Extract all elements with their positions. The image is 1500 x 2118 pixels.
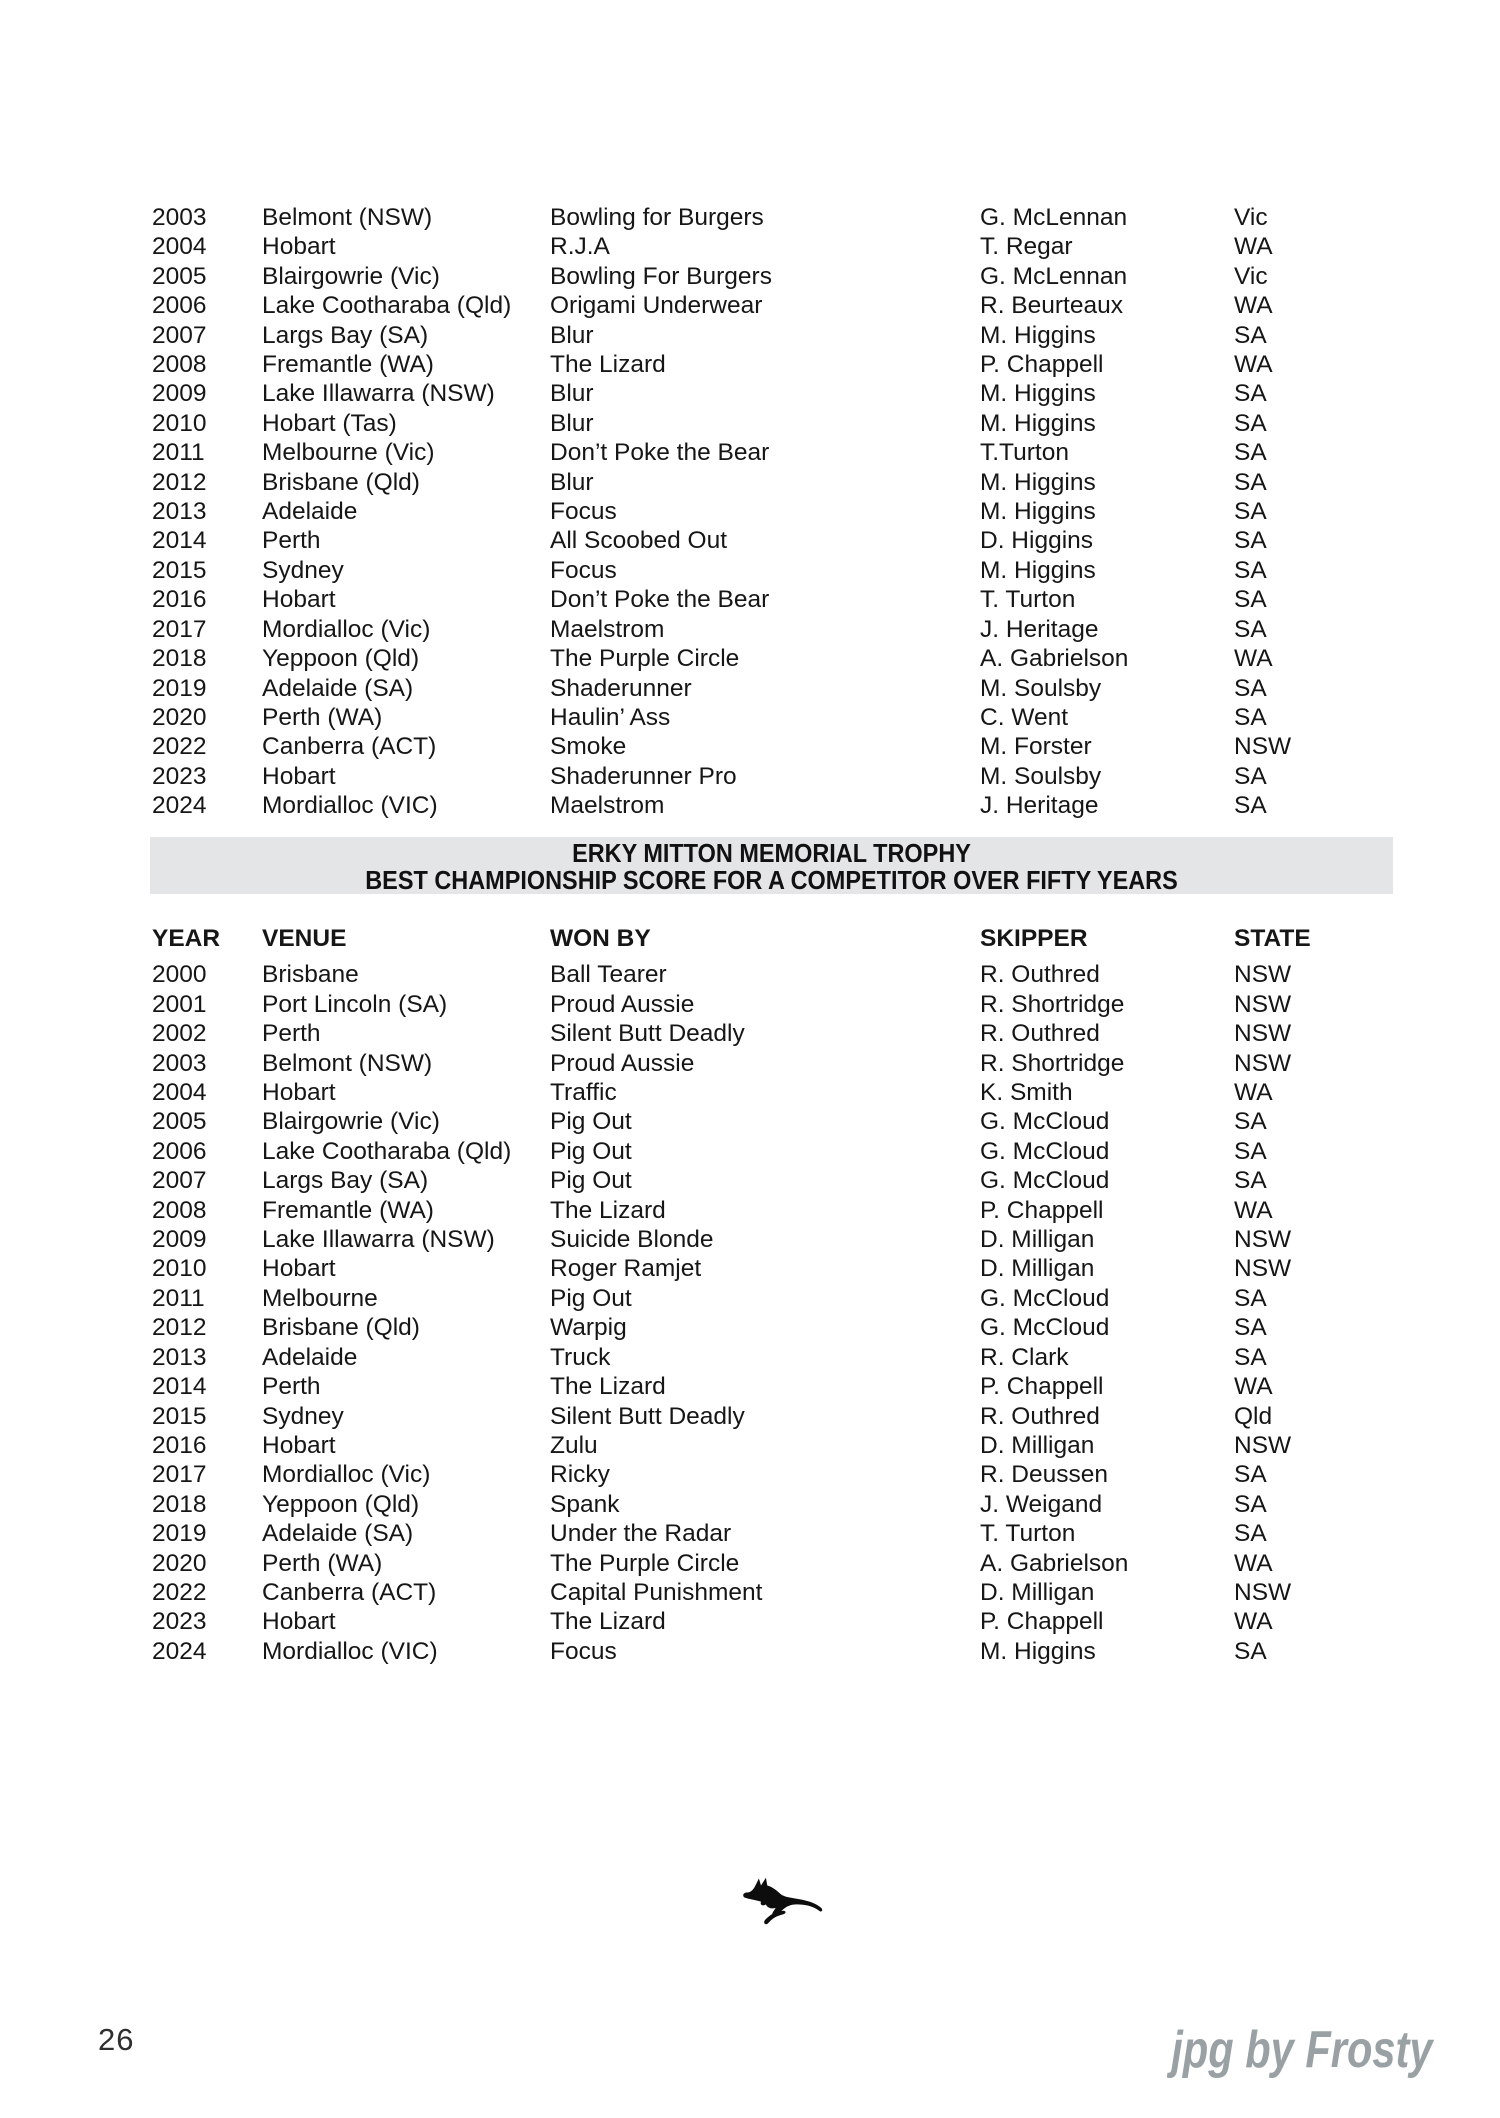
table-row [152,232,1394,261]
won-by-cell: Haulin’ Ass [550,703,671,731]
year-cell: 2011 [152,1284,205,1312]
table-row [152,1607,1394,1636]
state-cell: WA [1234,351,1273,379]
skipper-cell: R. Clark [980,1343,1069,1371]
won-by-cell: Roger Ramjet [550,1255,702,1283]
won-by-cell: Shaderunner Pro [550,762,737,790]
skipper-cell: A. Gabrielson [980,645,1129,673]
venue-cell: Fremantle (WA) [262,351,434,379]
state-cell: SA [1234,527,1267,555]
skipper-cell: G. McCloud [980,1314,1110,1342]
year-cell: 2008 [152,351,207,379]
won-by-cell: The Lizard [550,351,666,379]
skipper-cell: D. Milligan [980,1226,1095,1254]
venue-cell: Lake Cootharaba (Qld) [262,292,512,320]
state-cell: SA [1234,615,1267,643]
venue-cell: Hobart [262,1079,336,1107]
year-cell: 2004 [152,1079,207,1107]
skipper-cell: M. Higgins [980,556,1096,584]
year-cell: 2023 [152,762,207,790]
venue-cell: Brisbane (Qld) [262,1314,420,1342]
table-row [152,990,1394,1019]
year-cell: 2007 [152,1167,207,1195]
won-by-cell: Don’t Poke the Bear [550,439,770,467]
table-row [152,615,1394,644]
year-cell: 2006 [152,1137,207,1165]
state-cell: Vic [1234,262,1268,290]
won-by-cell: Origami Underwear [550,292,763,320]
year-cell: 2010 [152,409,207,437]
skipper-cell: D. Milligan [980,1255,1095,1283]
table-row [152,1578,1394,1607]
skipper-cell: T. Turton [980,586,1076,614]
watermark-text: jpg by Frosty [1170,2021,1432,2079]
venue-cell: Hobart [262,233,336,261]
state-cell: NSW [1234,1049,1292,1077]
state-cell: SA [1234,586,1267,614]
table-row [152,1254,1394,1283]
table-row [152,732,1394,761]
state-cell: NSW [1234,1255,1292,1283]
won-by-cell: The Purple Circle [550,645,740,673]
state-cell: SA [1234,1637,1267,1665]
venue-cell: Largs Bay (SA) [262,1167,429,1195]
won-by-cell: Zulu [550,1431,598,1459]
skipper-cell: M. Higgins [980,468,1096,496]
year-cell: 2009 [152,1226,207,1254]
venue-cell: Mordialloc (VIC) [262,792,438,820]
table-row [152,1166,1394,1195]
year-cell: 2013 [152,1343,207,1371]
venue-cell: Yeppoon (Qld) [262,645,420,673]
year-cell: 2020 [152,703,207,731]
venue-cell: Adelaide [262,1343,358,1371]
year-cell: 2006 [152,292,207,320]
won-by-cell: Shaderunner [550,674,692,702]
table-row [152,1637,1394,1666]
table-row [152,203,1394,232]
won-by-cell: The Purple Circle [550,1549,740,1577]
skipper-cell: M. Soulsby [980,674,1102,702]
won-by-cell: Truck [550,1343,611,1371]
venue-cell: Perth (WA) [262,703,383,731]
state-cell: WA [1234,1196,1273,1224]
table-row [152,1107,1394,1136]
table-row [152,585,1394,614]
skipper-header: SKIPPER [980,925,1088,952]
year-cell: 2011 [152,439,205,467]
venue-cell: Brisbane [262,961,359,989]
skipper-cell: M. Higgins [980,380,1096,408]
state-cell: NSW [1234,1431,1292,1459]
year-cell: 2003 [152,1049,207,1077]
venue-cell: Fremantle (WA) [262,1196,434,1224]
year-cell: 2019 [152,674,207,702]
state-cell: SA [1234,1343,1267,1371]
venue-cell: Hobart [262,1608,336,1636]
venue-cell: Belmont (NSW) [262,204,433,231]
table-row [152,409,1394,438]
venue-cell: Hobart [262,1255,336,1283]
won-by-cell: Blur [550,409,594,437]
year-cell: 2012 [152,468,207,496]
skipper-cell: K. Smith [980,1079,1073,1107]
year-cell: 2017 [152,615,207,643]
state-cell: SA [1234,498,1267,526]
trophy-subtitle: BEST CHAMPIONSHIP SCORE FOR A COMPETITOR OVER FIFTY YEARS [365,866,1178,895]
state-cell: WA [1234,1079,1273,1107]
table-row [152,1313,1394,1342]
venue-header: VENUE [262,925,347,952]
venue-cell: Blairgowrie (Vic) [262,262,440,290]
year-cell: 2018 [152,645,207,673]
year-cell: 2022 [152,1578,207,1606]
year-cell: 2005 [152,262,207,290]
table-row [152,1225,1394,1254]
venue-cell: Melbourne (Vic) [262,439,435,467]
skipper-cell: J. Weigand [980,1490,1103,1518]
state-cell: SA [1234,703,1267,731]
venue-cell: Sydney [262,556,344,584]
won-by-cell: Focus [550,1637,617,1665]
state-cell: Qld [1234,1402,1273,1430]
won-by-cell: All Scoobed Out [550,527,728,555]
venue-cell: Mordialloc (Vic) [262,615,431,643]
skipper-cell: P. Chappell [980,1608,1104,1636]
table-row [152,1284,1394,1313]
state-cell: WA [1234,292,1273,320]
year-cell: 2017 [152,1461,207,1489]
won-by-cell: Focus [550,556,617,584]
skipper-cell: T. Regar [980,233,1073,261]
year-cell: 2012 [152,1314,207,1342]
won-by-cell: Focus [550,498,617,526]
venue-cell: Lake Cootharaba (Qld) [262,1137,512,1165]
venue-cell: Perth [262,527,321,555]
skipper-cell: R. Shortridge [980,1049,1125,1077]
won-by-cell: Ball Tearer [550,961,667,989]
year-cell: 2005 [152,1108,207,1136]
table-row [152,674,1394,703]
venue-cell: Hobart [262,762,336,790]
won-by-cell: The Lizard [550,1608,666,1636]
won-by-cell: Silent Butt Deadly [550,1402,745,1430]
table-row [152,1490,1394,1519]
won-by-cell: Spank [550,1490,620,1518]
table-row [152,291,1394,320]
table-row [152,1402,1394,1431]
table-row [152,497,1394,526]
venue-cell: Adelaide [262,498,358,526]
table-row [152,350,1394,379]
state-cell: WA [1234,645,1273,673]
skipper-cell: R. Shortridge [980,990,1125,1018]
table-row [152,1196,1394,1225]
table-row [152,1431,1394,1460]
championship-results-table [152,203,1394,821]
state-cell: SA [1234,380,1267,408]
table-row [152,791,1394,820]
won-by-cell: Smoke [550,733,627,761]
skipper-cell: J. Heritage [980,792,1099,820]
state-cell: NSW [1234,961,1292,989]
venue-cell: Port Lincoln (SA) [262,990,448,1018]
table-row [152,321,1394,350]
year-cell: 2008 [152,1196,207,1224]
table-row [152,1372,1394,1401]
won-by-cell: Don’t Poke the Bear [550,586,770,614]
state-cell: WA [1234,1373,1273,1401]
table-row [152,1019,1394,1048]
state-cell: SA [1234,468,1267,496]
skipper-cell: R. Outhred [980,1020,1100,1048]
year-cell: 2013 [152,498,207,526]
skipper-cell: J. Heritage [980,615,1099,643]
table-row [152,1137,1394,1166]
won-by-header: WON BY [550,925,651,952]
skipper-cell: C. Went [980,703,1069,731]
venue-cell: Blairgowrie (Vic) [262,1108,440,1136]
table-body [152,960,1394,1666]
table-row [152,556,1394,585]
won-by-cell: The Lizard [550,1373,666,1401]
state-cell: SA [1234,409,1267,437]
year-cell: 2015 [152,556,207,584]
table-row [152,1519,1394,1548]
won-by-cell: Bowling for Burgers [550,204,764,231]
venue-cell: Canberra (ACT) [262,1578,437,1606]
skipper-cell: G. McLennan [980,204,1128,231]
skipper-cell: P. Chappell [980,1373,1104,1401]
table-row [152,762,1394,791]
skipper-cell: M. Higgins [980,321,1096,349]
year-cell: 2019 [152,1520,207,1548]
skipper-cell: R. Beurteaux [980,292,1123,320]
won-by-cell: Capital Punishment [550,1578,763,1606]
skipper-cell: D. Milligan [980,1578,1095,1606]
skipper-cell: P. Chappell [980,351,1104,379]
state-cell: SA [1234,674,1267,702]
won-by-cell: Pig Out [550,1108,632,1136]
skipper-cell: T.Turton [980,439,1069,467]
year-cell: 2024 [152,792,207,820]
venue-cell: Perth (WA) [262,1549,383,1577]
state-cell: Vic [1234,204,1268,231]
table-row [152,644,1394,673]
state-cell: SA [1234,1314,1267,1342]
table-row [152,468,1394,497]
skipper-cell: G. McCloud [980,1108,1110,1136]
table-row [152,379,1394,408]
venue-cell: Canberra (ACT) [262,733,437,761]
skipper-cell: M. Forster [980,733,1092,761]
state-cell: SA [1234,792,1267,820]
trophy-banner [150,837,1393,894]
year-cell: 2000 [152,961,207,989]
state-cell: SA [1234,556,1267,584]
table-header-row [152,924,1394,953]
year-cell: 2002 [152,1020,207,1048]
venue-cell: Sydney [262,1402,344,1430]
won-by-cell: Maelstrom [550,615,665,643]
state-cell: NSW [1234,990,1292,1018]
year-cell: 2003 [152,204,207,231]
won-by-cell: R.J.A [550,233,610,261]
table-row [152,960,1394,989]
table-row [152,262,1394,291]
state-cell: WA [1234,1549,1273,1577]
state-cell: WA [1234,233,1273,261]
skipper-cell: D. Higgins [980,527,1094,555]
venue-cell: Adelaide (SA) [262,674,414,702]
trophy-title: ERKY MITTON MEMORIAL TROPHY [572,840,971,868]
state-cell: NSW [1234,733,1292,761]
won-by-cell: Pig Out [550,1137,632,1165]
year-cell: 2014 [152,1373,207,1401]
won-by-cell: Ricky [550,1461,610,1489]
skipper-cell: G. McLennan [980,262,1128,290]
year-cell: 2020 [152,1549,207,1577]
won-by-cell: The Lizard [550,1196,666,1224]
venue-cell: Lake Illawarra (NSW) [262,380,495,408]
venue-cell: Lake Illawarra (NSW) [262,1226,495,1254]
table-row [152,526,1394,555]
table-row [152,1049,1394,1078]
venue-cell: Mordialloc (Vic) [262,1461,431,1489]
table-row [152,1343,1394,1372]
won-by-cell: Blur [550,380,594,408]
state-cell: SA [1234,762,1267,790]
won-by-cell: Maelstrom [550,792,665,820]
venue-cell: Brisbane (Qld) [262,468,420,496]
skipper-cell: T. Turton [980,1520,1076,1548]
page-number: 26 [98,2022,135,2057]
skipper-cell: D. Milligan [980,1431,1095,1459]
skipper-cell: M. Soulsby [980,762,1102,790]
won-by-cell: Blur [550,468,594,496]
year-cell: 2016 [152,1431,207,1459]
venue-cell: Hobart (Tas) [262,409,397,437]
won-by-cell: Suicide Blonde [550,1226,714,1254]
skipper-cell: A. Gabrielson [980,1549,1129,1577]
year-cell: 2023 [152,1608,207,1636]
venue-cell: Hobart [262,1431,336,1459]
won-by-cell: Bowling For Burgers [550,262,772,290]
venue-cell: Melbourne [262,1284,378,1312]
state-cell: SA [1234,439,1267,467]
year-cell: 2009 [152,380,207,408]
year-cell: 2018 [152,1490,207,1518]
kangaroo-icon [740,1874,824,1932]
venue-cell: Perth [262,1373,321,1401]
skipper-cell: G. McCloud [980,1137,1110,1165]
state-cell: SA [1234,1284,1267,1312]
venue-cell: Mordialloc (VIC) [262,1637,438,1665]
year-cell: 2010 [152,1255,207,1283]
venue-cell: Yeppoon (Qld) [262,1490,420,1518]
won-by-cell: Under the Radar [550,1520,732,1548]
won-by-cell: Proud Aussie [550,1049,695,1077]
year-cell: 2007 [152,321,207,349]
skipper-cell: R. Deussen [980,1461,1109,1489]
venue-cell: Perth [262,1020,321,1048]
state-header: STATE [1234,925,1311,952]
state-cell: SA [1234,1167,1267,1195]
state-cell: SA [1234,1520,1267,1548]
state-cell: WA [1234,1608,1273,1636]
venue-cell: Belmont (NSW) [262,1049,433,1077]
state-cell: SA [1234,1490,1267,1518]
year-cell: 2022 [152,733,207,761]
table-row [152,1549,1394,1578]
state-cell: NSW [1234,1578,1292,1606]
table-row [152,438,1394,467]
state-cell: SA [1234,321,1267,349]
year-cell: 2024 [152,1637,207,1665]
state-cell: SA [1234,1137,1267,1165]
skipper-cell: M. Higgins [980,1637,1096,1665]
won-by-cell: Warpig [550,1314,627,1342]
state-cell: SA [1234,1108,1267,1136]
state-cell: NSW [1234,1226,1292,1254]
year-cell: 2004 [152,233,207,261]
skipper-cell: M. Higgins [980,409,1096,437]
won-by-cell: Blur [550,321,594,349]
table-row [152,703,1394,732]
year-header: YEAR [152,925,221,952]
skipper-cell: R. Outhred [980,1402,1100,1430]
skipper-cell: M. Higgins [980,498,1096,526]
table-body [152,203,1394,821]
table-row [152,1460,1394,1489]
won-by-cell: Silent Butt Deadly [550,1020,745,1048]
won-by-cell: Pig Out [550,1167,632,1195]
year-cell: 2001 [152,990,207,1018]
skipper-cell: G. McCloud [980,1167,1110,1195]
won-by-cell: Proud Aussie [550,990,695,1018]
state-cell: NSW [1234,1020,1292,1048]
skipper-cell: R. Outhred [980,961,1100,989]
won-by-cell: Pig Out [550,1284,632,1312]
table-row [152,1078,1394,1107]
skipper-cell: G. McCloud [980,1284,1110,1312]
venue-cell: Largs Bay (SA) [262,321,429,349]
venue-cell: Hobart [262,586,336,614]
erky-mitton-trophy-table [152,924,1394,1666]
year-cell: 2016 [152,586,207,614]
state-cell: SA [1234,1461,1267,1489]
skipper-cell: P. Chappell [980,1196,1104,1224]
venue-cell: Adelaide (SA) [262,1520,414,1548]
won-by-cell: Traffic [550,1079,617,1107]
year-cell: 2015 [152,1402,207,1430]
year-cell: 2014 [152,527,207,555]
